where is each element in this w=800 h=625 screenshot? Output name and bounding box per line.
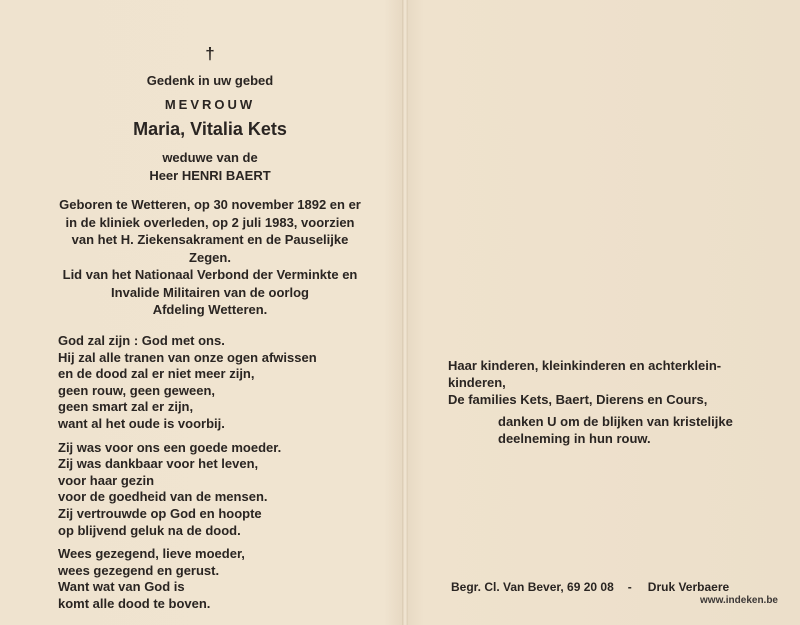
poem-line: Zij was dankbaar voor het leven, [58, 456, 259, 472]
family-line: De families Kets, Baert, Dierens en Cours, [448, 392, 708, 407]
poem-line: Hij zal alle tranen van onze ogen afwissen [58, 349, 317, 365]
footer-separator: - [627, 580, 632, 594]
poem-line: Want wat van God is [58, 579, 185, 595]
printer-name: Druk Verbaere [647, 580, 730, 594]
undertaker: Begr. Cl. Van Bever, 69 20 08 [451, 580, 614, 594]
poem-line: Zij was voor ons een goede moeder. [58, 439, 282, 455]
cross-symbol: † [205, 44, 215, 63]
poem-line: Wees gezegend, lieve moeder, [58, 546, 245, 562]
husband-name: Heer HENRI BAERT [149, 168, 271, 183]
printer-footer [451, 580, 791, 594]
poem-line: Zij vertrouwde op God en hoopte [58, 505, 262, 521]
membership-line: Invalide Militairen van de oorlog [111, 284, 309, 300]
poem-line: wees gezegend en gerust. [58, 562, 220, 578]
title-prefix: MEVROUW [164, 97, 256, 112]
family-line: kinderen, [448, 375, 506, 390]
membership-line: Afdeling Wetteren. [152, 302, 268, 317]
remember-line: Gedenk in uw gebed [146, 73, 274, 88]
poem-line: God zal zijn : God met ons. [58, 333, 225, 348]
thanks-line: deelneming in hun rouw. [498, 431, 651, 446]
poem-line: op blijvend geluk na de dood. [58, 522, 241, 538]
poem-stanza [58, 440, 317, 540]
poem-line: voor haar gezin [58, 472, 155, 488]
membership [0, 266, 420, 319]
poem-line: geen rouw, geen geween, [58, 382, 215, 398]
poem-line: want al het oude is voorbij. [58, 415, 225, 431]
thanks-text [498, 413, 788, 447]
poem [58, 333, 317, 620]
right-page [408, 0, 800, 625]
poem-line: geen smart zal er zijn, [58, 399, 194, 415]
watermark: www.indeken.be [700, 595, 778, 606]
family-announcement [448, 357, 778, 408]
poem-line: komt alle dood te boven. [58, 595, 211, 611]
biography [0, 196, 420, 266]
family-line: Haar kinderen, kleinkinderen en achterklein- [448, 358, 722, 373]
membership-line: Lid van het Nationaal Verbond der Verminkte en [62, 267, 358, 282]
thanks-line: danken U om de blijken van kristelijke [498, 414, 733, 429]
deceased-name: Maria, Vitalia Kets [133, 119, 287, 139]
poem-line: voor de goedheid van de mensen. [58, 489, 268, 505]
biography-line: Geboren te Wetteren, op 30 november 1892 en er [59, 197, 361, 212]
poem-stanza [58, 546, 317, 612]
biography-line: van het H. Ziekensakrament en de Pauselijke [71, 232, 349, 247]
poem-line: en de dood zal er niet meer zijn, [58, 366, 255, 382]
biography-line: Zegen. [189, 249, 231, 265]
poem-stanza [58, 333, 317, 433]
widow-of: weduwe van de [162, 150, 258, 165]
biography-line: in de kliniek overleden, op 2 juli 1983, voorzien [65, 214, 355, 230]
